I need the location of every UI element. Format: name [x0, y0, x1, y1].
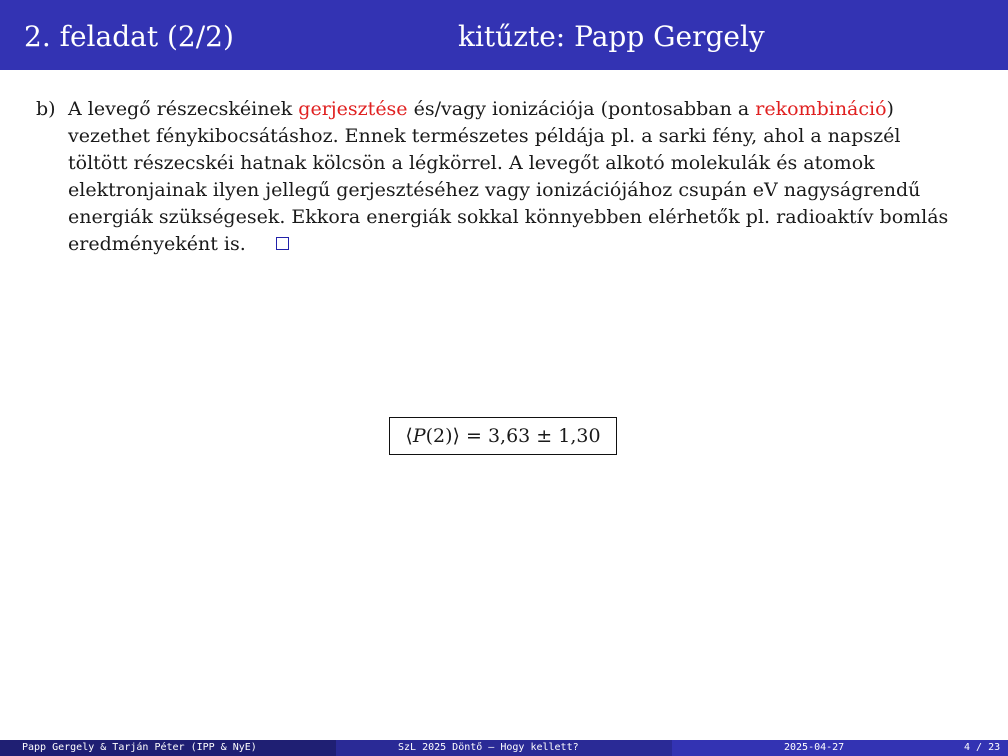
qed-square-icon	[276, 237, 289, 250]
formula-close-bracket: ⟩	[452, 425, 460, 447]
highlight-excitation: gerjesztése	[298, 98, 408, 120]
footer-meta	[672, 740, 1008, 756]
footer-date: 2025-04-27	[784, 742, 845, 753]
formula-value: = 3,63 ± 1,30	[459, 425, 601, 447]
footer-page-number: 4 / 23	[964, 742, 1001, 753]
slide-author: kitűzte: Papp Gergely	[458, 20, 765, 53]
footer-authors: Papp Gergely & Tarján Péter (IPP & NyE)	[0, 740, 336, 756]
slide-content	[36, 96, 956, 258]
list-item-b	[36, 96, 956, 258]
item-label: b)	[36, 98, 56, 120]
highlight-recombination: rekombináció	[755, 98, 887, 120]
slide-title: 2. feladat (2/2)	[24, 20, 234, 53]
text-part-3: ) vezethet fénykibocsátáshoz. Ennek természetes példája pl. a sarki fény, ahol a napszél töltött részecskéi hatnak kölcsön a légkörrel. A levegőt alkotó molekulák és atomok elektronjainak ilyen jellegű gerjesztéséhez vagy ionizációjához csupán eV nagyságrendű energiák szükségesek. Ekkora energiák sokkal könnyebben elérhetők pl. radioaktív bomlás eredményeként is.	[68, 98, 949, 255]
slide-footer	[0, 740, 1008, 756]
formula-variable: P	[412, 425, 426, 447]
text-part-1: A levegő részecskéinek	[68, 98, 299, 120]
item-text	[68, 96, 956, 258]
formula-open-bracket: ⟨	[405, 425, 413, 447]
result-formula-box	[389, 417, 617, 455]
formula-argument: (2)	[425, 425, 453, 447]
footer-event: SzL 2025 Döntő – Hogy kellett?	[336, 740, 672, 756]
text-part-2: és/vagy ionizációja (pontosabban a	[407, 98, 756, 120]
slide-header	[0, 0, 1008, 70]
